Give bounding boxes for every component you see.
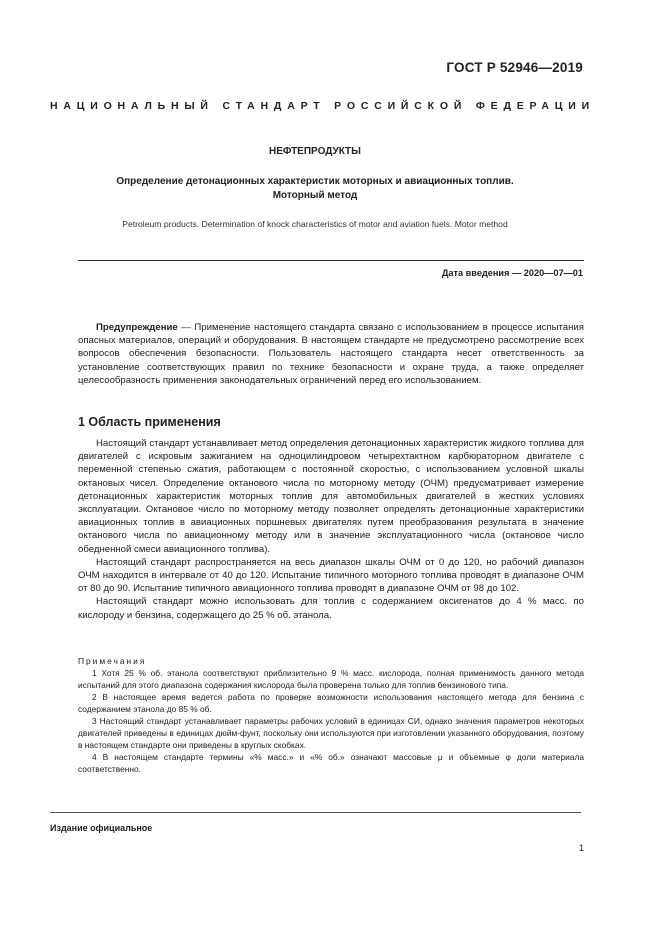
warning-paragraph bbox=[78, 321, 584, 387]
note-item: 2 В настоящее время ведется работа по проверке возможности использования настоящего метода для бензина с содержанием этанола до 85 % об. bbox=[78, 692, 584, 714]
scope-paragraph: Настоящий стандарт распространяется на весь диапазон шкалы ОЧМ от 0 до 120, но рабочий диапазон ОЧМ находится в интервале от 40 до 120. Испытание типичного моторного топлива проводят в диапазоне ОЧМ от 80 до 90. Испытание типичного авиационного топлива проводят в диапазоне ОЧМ от 98 до 102. bbox=[78, 556, 584, 595]
scope-section bbox=[78, 437, 584, 622]
english-title: Petroleum products. Determination of knock characteristics of motor and aviation fuels. Motor method bbox=[122, 219, 508, 229]
notes-block bbox=[78, 655, 584, 775]
note-item: 1 Хотя 25 % об. этанола соответствуют приблизительно 9 % масс. кислорода, полная применимость данного метода испытаний для этого диапазона содержания кислорода была проверена только для топлив бензинового типа. bbox=[78, 668, 584, 690]
warning-block bbox=[78, 321, 584, 387]
document-title: НЕФТЕПРОДУКТЫ bbox=[269, 146, 361, 157]
notes-heading: Примечания bbox=[78, 656, 147, 666]
official-edition-label: Издание официальное bbox=[50, 823, 153, 833]
note-item: 3 Настоящий стандарт устанавливает параметры рабочих условий в единицах СИ, однако значения параметров некоторых двигателей приведены в единицах дюйм-фунт, поскольку они используются при изготовлении указанного оборудования, поэтому в настоящем стандарте они приведены в круглых скобках. bbox=[78, 716, 584, 750]
footer-divider bbox=[50, 812, 581, 813]
note-item: 4 В настоящем стандарте термины «% масс.» и «% об.» означают массовые μ и объемные φ доли материала соответственно. bbox=[78, 752, 584, 774]
page-number: 1 bbox=[578, 843, 584, 853]
introduction-date: Дата введения — 2020—07—01 bbox=[441, 268, 583, 278]
warning-label: Предупреждение bbox=[96, 322, 178, 333]
scope-paragraph: Настоящий стандарт можно использовать для топлив с содержанием оксигенатов до 4 % масс. по кислороду и бензина, содержащего до 25 % об. этанола. bbox=[78, 596, 584, 621]
national-standard-banner: НАЦИОНАЛЬНЫЙ СТАНДАРТ РОССИЙСКОЙ ФЕДЕРАЦИИ bbox=[50, 100, 595, 112]
document-code: ГОСТ Р 52946—2019 bbox=[446, 60, 583, 75]
section-heading: 1 Область применения bbox=[78, 415, 221, 429]
scope-paragraph: Настоящий стандарт устанавливает метод определения детонационных характеристик жидкого топлива для двигателей с искровым зажиганием на одноцилиндровом четырехтактном карбюраторном двигателе с переменной степенью сжатия, работающем с постоянной скоростью, с использованием условной шкалы октановых чисел. Определение октанового числа по моторному методу (ОЧМ) предусматривает измерение детонационных характеристик моторных топлив для автомобильных двигателей в жестких условиях эксплуатации. Октановое число по моторному методу позволяет определять детонационные характеристики авиационных топлив в авиационных поршневых двигателях путем преобразования результата в значение октанового числа по авиационному методу или в значение эксплуатационного числа (октановое число обедненной смеси авиационного топлива). bbox=[78, 438, 584, 555]
subtitle-line-2: Моторный метод bbox=[272, 190, 358, 201]
warning-text: — Применение настоящего стандарта связано с использованием в процессе испытания опасных материалов, операций и оборудования. В настоящем стандарте не предусмотрено рассмотрение всех вопросов обеспечения безопасности. Пользователь настоящего стандарта несет ответственность за установление соответствующих правил по технике безопасности и охране труда, а также определяет целесообразность применения законодательных ограничений перед его использованием. bbox=[78, 322, 584, 386]
header-divider bbox=[78, 260, 584, 261]
subtitle-line-1: Определение детонационных характеристик моторных и авиационных топлив. bbox=[116, 176, 514, 187]
document-subtitle bbox=[60, 175, 570, 203]
